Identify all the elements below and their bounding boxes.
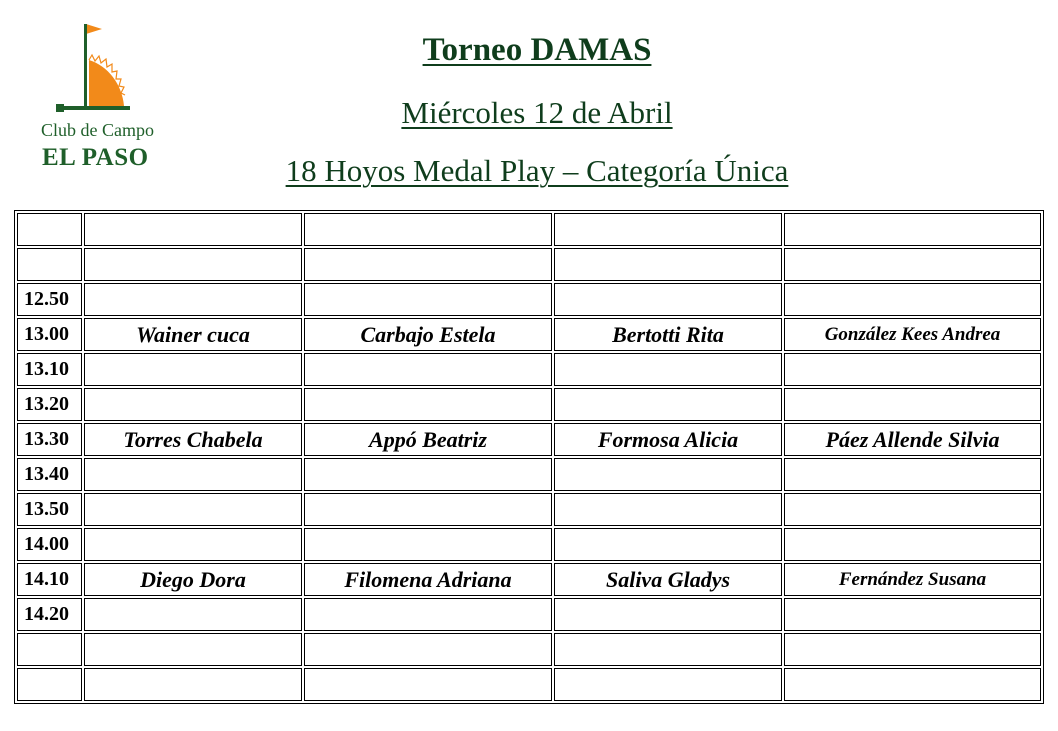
player-cell — [84, 668, 302, 701]
player-cell — [784, 213, 1041, 246]
player-cell: Fernández Susana — [784, 563, 1041, 596]
player-cell — [304, 353, 552, 386]
player-cell: Filomena Adriana — [304, 563, 552, 596]
player-cell — [304, 388, 552, 421]
player-cell — [554, 633, 782, 666]
tee-time: 14.20 — [17, 598, 82, 631]
tee-time: 12.50 — [17, 283, 82, 316]
player-cell: Carbajo Estela — [304, 318, 552, 351]
player-cell — [304, 633, 552, 666]
player-cell — [554, 388, 782, 421]
player-cell — [784, 528, 1041, 561]
tee-time: 13.20 — [17, 388, 82, 421]
player-cell — [84, 458, 302, 491]
player-cell — [84, 633, 302, 666]
player-cell — [304, 458, 552, 491]
player-cell: Diego Dora — [84, 563, 302, 596]
table-row — [17, 458, 1041, 491]
table-row — [17, 318, 1041, 351]
player-cell — [304, 493, 552, 526]
player-cell — [84, 213, 302, 246]
player-cell — [84, 353, 302, 386]
player-cell — [304, 668, 552, 701]
player-cell — [84, 493, 302, 526]
event-format: 18 Hoyos Medal Play – Categoría Única — [285, 153, 789, 188]
player-cell — [554, 283, 782, 316]
player-cell: González Kees Andrea — [784, 318, 1041, 351]
table-row — [17, 598, 1041, 631]
player-cell — [304, 528, 552, 561]
player-cell — [84, 598, 302, 631]
table-row — [17, 213, 1041, 246]
table-row — [17, 563, 1041, 596]
table-row — [17, 388, 1041, 421]
player-cell — [554, 528, 782, 561]
player-cell — [304, 213, 552, 246]
player-cell — [304, 248, 552, 281]
player-cell — [84, 388, 302, 421]
club-subtitle: Club de Campo — [41, 120, 154, 140]
player-cell: Appó Beatriz — [304, 423, 552, 456]
player-cell: Formosa Alicia — [554, 423, 782, 456]
club-name: EL PASO — [42, 144, 149, 171]
table-row — [17, 528, 1041, 561]
tee-time: 13.00 — [17, 318, 82, 351]
player-cell — [554, 668, 782, 701]
table-row — [17, 248, 1041, 281]
tee-time: 14.10 — [17, 563, 82, 596]
player-cell — [784, 598, 1041, 631]
player-cell — [784, 283, 1041, 316]
player-cell — [554, 598, 782, 631]
player-cell: Páez Allende Silvia — [784, 423, 1041, 456]
table-row — [17, 668, 1041, 701]
tee-time: 13.10 — [17, 353, 82, 386]
player-cell — [784, 458, 1041, 491]
player-cell — [304, 283, 552, 316]
player-cell: Torres Chabela — [84, 423, 302, 456]
tee-time — [17, 213, 82, 246]
table-row — [17, 493, 1041, 526]
page-title: Torneo DAMAS — [422, 32, 652, 68]
tee-time: 13.30 — [17, 423, 82, 456]
player-cell — [784, 493, 1041, 526]
player-cell — [84, 528, 302, 561]
tee-time: 14.00 — [17, 528, 82, 561]
player-cell: Saliva Gladys — [554, 563, 782, 596]
player-cell — [554, 493, 782, 526]
tee-time — [17, 248, 82, 281]
table-row — [17, 283, 1041, 316]
player-cell — [304, 598, 552, 631]
event-date: Miércoles 12 de Abril — [401, 95, 673, 130]
tee-time-table — [14, 210, 1044, 704]
table-row — [17, 353, 1041, 386]
player-cell — [784, 388, 1041, 421]
player-cell — [84, 248, 302, 281]
player-cell — [784, 353, 1041, 386]
tee-time: 13.40 — [17, 458, 82, 491]
player-cell — [554, 458, 782, 491]
player-cell: Bertotti Rita — [554, 318, 782, 351]
table-row — [17, 423, 1041, 456]
player-cell — [84, 283, 302, 316]
player-cell: Wainer cuca — [84, 318, 302, 351]
player-cell — [554, 248, 782, 281]
player-cell — [784, 248, 1041, 281]
tee-time: 13.50 — [17, 493, 82, 526]
table-row — [17, 633, 1041, 666]
player-cell — [784, 633, 1041, 666]
player-cell — [784, 668, 1041, 701]
tee-time — [17, 633, 82, 666]
player-cell — [554, 353, 782, 386]
tee-time — [17, 668, 82, 701]
player-cell — [554, 213, 782, 246]
